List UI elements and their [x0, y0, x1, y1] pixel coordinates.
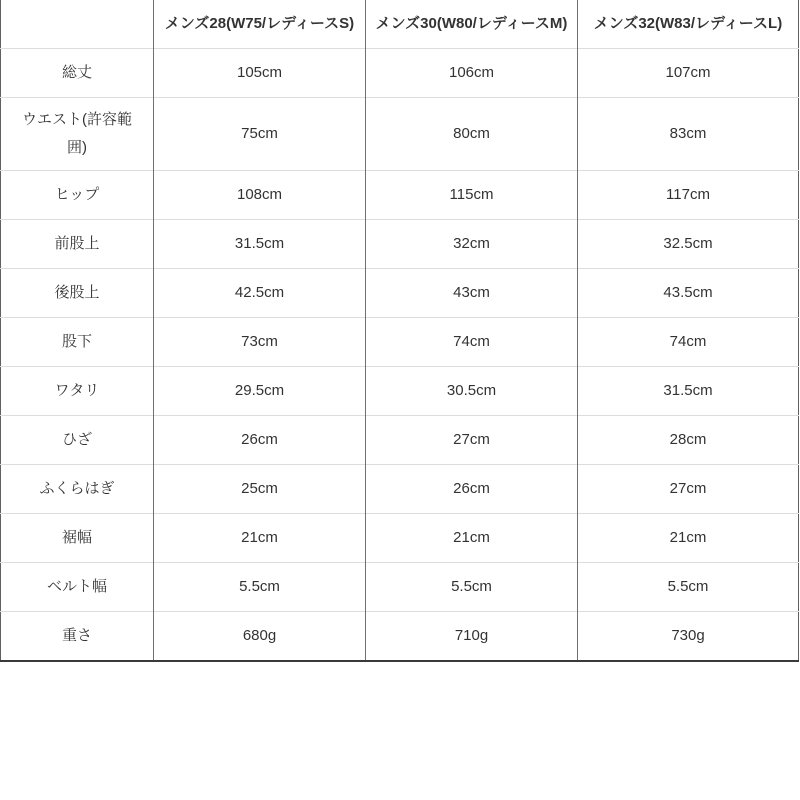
- size-value: 31.5cm: [154, 220, 366, 269]
- size-value: 5.5cm: [154, 563, 366, 612]
- table-row: [1, 49, 799, 98]
- table-row: [1, 220, 799, 269]
- table-row: [1, 318, 799, 367]
- size-value: 21cm: [366, 514, 578, 563]
- column-header-size-l: メンズ32(W83/レディースL): [578, 0, 799, 49]
- size-value: 21cm: [154, 514, 366, 563]
- size-value: 5.5cm: [366, 563, 578, 612]
- row-label: ふくらはぎ: [1, 465, 154, 514]
- column-header-size-s: メンズ28(W75/レディースS): [154, 0, 366, 49]
- row-label: 股下: [1, 318, 154, 367]
- size-value: 108cm: [154, 171, 366, 220]
- size-value: 117cm: [578, 171, 799, 220]
- size-value: 28cm: [578, 416, 799, 465]
- size-value: 32.5cm: [578, 220, 799, 269]
- size-value: 107cm: [578, 49, 799, 98]
- size-value: 73cm: [154, 318, 366, 367]
- table-row: [1, 367, 799, 416]
- table-row: [1, 416, 799, 465]
- table-row: [1, 514, 799, 563]
- size-value: 710g: [366, 612, 578, 662]
- table-row: [1, 563, 799, 612]
- size-value: 21cm: [578, 514, 799, 563]
- size-value: 25cm: [154, 465, 366, 514]
- size-value: 680g: [154, 612, 366, 662]
- corner-cell: [1, 0, 154, 49]
- size-value: 42.5cm: [154, 269, 366, 318]
- size-value: 106cm: [366, 49, 578, 98]
- row-label: ベルト幅: [1, 563, 154, 612]
- size-value: 29.5cm: [154, 367, 366, 416]
- row-label: 総丈: [1, 49, 154, 98]
- size-value: 730g: [578, 612, 799, 662]
- row-label: ヒップ: [1, 171, 154, 220]
- table-row: [1, 269, 799, 318]
- size-value: 74cm: [578, 318, 799, 367]
- size-value: 5.5cm: [578, 563, 799, 612]
- size-value: 105cm: [154, 49, 366, 98]
- size-value: 32cm: [366, 220, 578, 269]
- column-header-size-m: メンズ30(W80/レディースM): [366, 0, 578, 49]
- size-value: 115cm: [366, 171, 578, 220]
- size-value: 75cm: [154, 98, 366, 171]
- size-value: 30.5cm: [366, 367, 578, 416]
- header-row: [1, 0, 799, 49]
- size-value: 26cm: [154, 416, 366, 465]
- row-label: 裾幅: [1, 514, 154, 563]
- size-value: 83cm: [578, 98, 799, 171]
- row-label: ひざ: [1, 416, 154, 465]
- table-row: [1, 612, 799, 662]
- size-value: 27cm: [578, 465, 799, 514]
- table-row: [1, 171, 799, 220]
- row-label: 前股上: [1, 220, 154, 269]
- row-label: 後股上: [1, 269, 154, 318]
- size-value: 31.5cm: [578, 367, 799, 416]
- row-label: ウエスト(許容範囲): [1, 98, 154, 171]
- size-value: 27cm: [366, 416, 578, 465]
- size-value: 43cm: [366, 269, 578, 318]
- table-row: [1, 465, 799, 514]
- row-label: ワタリ: [1, 367, 154, 416]
- size-table-body: [1, 49, 799, 662]
- size-value: 26cm: [366, 465, 578, 514]
- table-row: [1, 98, 799, 171]
- row-label: 重さ: [1, 612, 154, 662]
- size-value: 43.5cm: [578, 269, 799, 318]
- size-value: 74cm: [366, 318, 578, 367]
- size-value: 80cm: [366, 98, 578, 171]
